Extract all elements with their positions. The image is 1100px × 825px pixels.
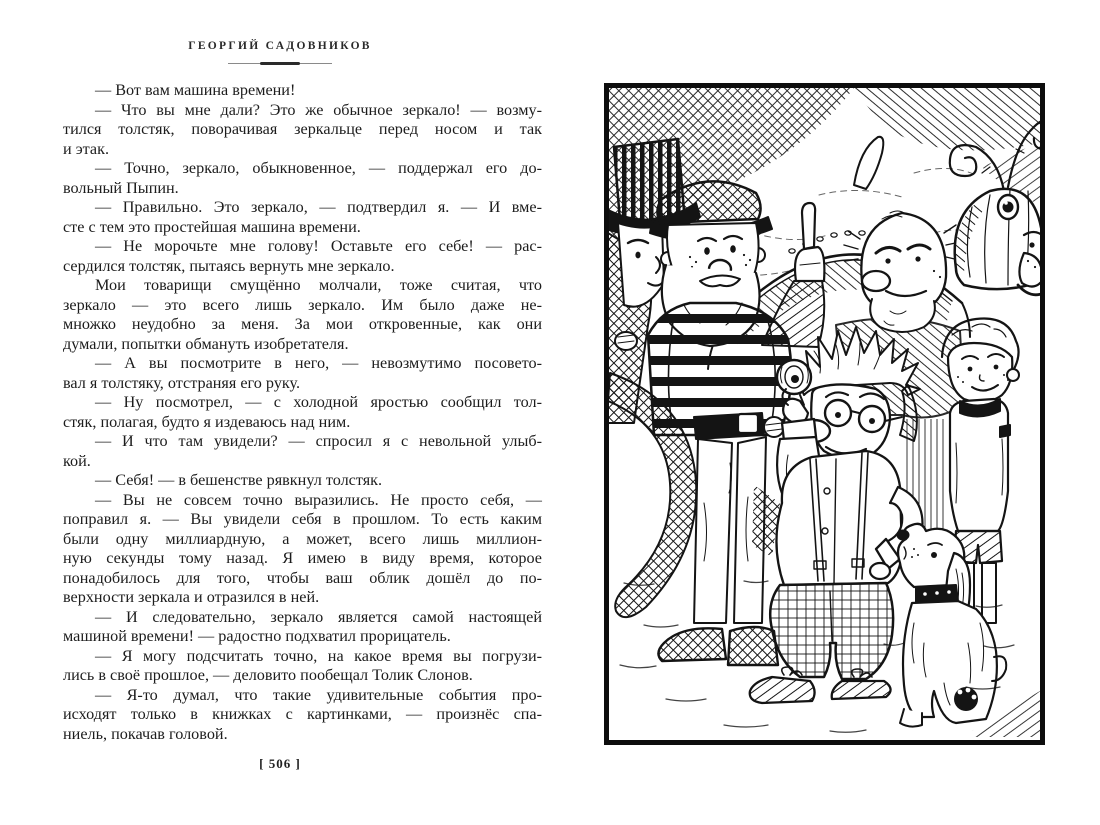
text-line: — Точно, зеркало, обыкновенное, — поддержал его до-: [95, 159, 542, 177]
text-column: [63, 81, 542, 744]
text-line: — Правильно. Это зеркало, — подтвердил я. — И вме-: [95, 198, 542, 216]
text-line: верхности зеркала и отразился в ней.: [63, 588, 320, 606]
text-line: вольный Пыпин.: [63, 178, 179, 197]
text-line: стяк, полагая, будто я издеваюсь над ним.: [63, 412, 351, 431]
text-line: — Вы не совсем точно выразились. Не просто себя, —: [95, 490, 542, 509]
text-line: и этак.: [63, 139, 110, 158]
text-line: понадобилось для того, чтобы ваш облик дошёл до по-: [63, 568, 542, 587]
text-line: — Не морочьте мне голову! Оставьте его себе! — рас-: [95, 237, 542, 255]
text-line: ную секунды тому назад. Я имею в виду время, которое: [63, 549, 542, 567]
text-line: ниель, покачав головой.: [63, 724, 228, 743]
text-line: — И следовательно, зеркало является самой настоящей: [95, 607, 542, 626]
text-line: — Что вы мне дали? Это же обычное зеркало! — возму-: [95, 100, 542, 119]
text-line: — Себя! — в бешенстве рявкнул толстяк.: [95, 471, 383, 489]
text-line: исходят только в книжках с картинками, — произнёс спа-: [63, 705, 542, 723]
text-line: — И что там увидели? — спросил я с невольной улыб-: [95, 432, 542, 450]
header-rule: [228, 62, 332, 65]
text-line: лись в своё прошлое, — деловито пообещал Толик Слонов.: [63, 666, 473, 684]
text-line: множко неудобно за меня. За мои откровенные, как они: [63, 315, 542, 333]
text-line: зеркало — это всего лишь зеркало. Им было даже не-: [63, 295, 542, 314]
illustration-svg: [604, 83, 1045, 745]
text-line: сердился толстяк, пытаясь вернуть мне зеркало.: [63, 256, 395, 275]
header-rule-thick: [260, 62, 300, 65]
text-line: кой.: [63, 451, 91, 470]
text-line: вал я толстяку, отстраняя его руку.: [63, 373, 301, 392]
book-illustration: [604, 83, 1045, 745]
running-header: ГЕОРГИЙ САДОВНИКОВ: [188, 40, 372, 52]
text-line: сте с тем это простейшая машина времени.: [63, 217, 361, 236]
text-line: думали, попытки обмануть изобретателя.: [63, 334, 349, 353]
right-page: [560, 0, 1100, 825]
text-line: машиной времени! — радостно подхватил прорицатель.: [63, 627, 451, 645]
text-line: — Я-то думал, что такие удивительные события про-: [95, 685, 542, 704]
text-line: — Вот вам машина времени!: [95, 81, 296, 99]
text-line: были одну миллиардную, а может, всего лишь миллион-: [63, 529, 542, 548]
page-number: [ 506 ]: [259, 756, 301, 771]
text-line: Мои товарищи смущённо молчали, тоже считая, что: [95, 276, 542, 294]
text-line: — Ну посмотрел, — с холодной яростью сообщил тол-: [95, 393, 542, 411]
text-line: — Я могу подсчитать точно, на какое время вы погрузи-: [95, 646, 542, 665]
text-line: поправил я. — Вы увидели себя в прошлом. То есть каким: [63, 510, 542, 528]
text-line: — А вы посмотрите в него, — невозмутимо посовето-: [95, 354, 542, 372]
text-line: тился толстяк, поворачивая зеркальце перед носом и так: [63, 120, 542, 138]
